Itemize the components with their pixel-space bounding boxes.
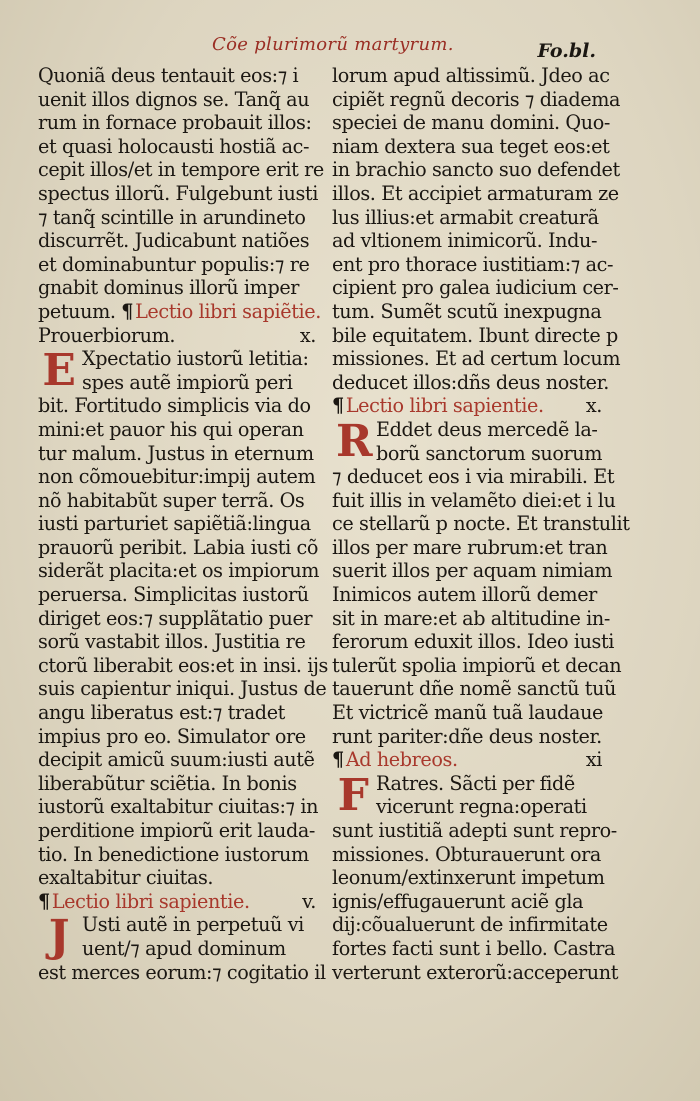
lesson-number: v.	[302, 889, 316, 913]
text-line: uenit illos dignos se. Tanq̃ au	[38, 87, 310, 111]
text-line: spectus illorũ. Fulgebunt iusti	[38, 181, 318, 205]
text-line: ent pro thorace iustitiam:⁊ ac-	[332, 252, 614, 276]
text-line: nõ habitabũt super terrã. Os	[38, 488, 305, 512]
left-text-block-c	[38, 394, 328, 913]
text-line: uent/⁊ apud dominum	[82, 936, 286, 960]
right-lesson-1	[332, 418, 602, 465]
text-line: illos per mare rubrum:et tran	[332, 535, 608, 559]
drop-cap-initial: J	[48, 913, 70, 961]
text-line: leonum/extinxerunt impetum	[332, 866, 605, 890]
text-line: borũ sanctorum suorum	[376, 441, 602, 465]
text-line: rum in fornace probauit illos:	[38, 111, 312, 135]
text-line: est merces eorum:⁊ cogitatio il	[38, 960, 326, 984]
right-lesson-2	[332, 772, 602, 819]
right-text-block-a	[332, 64, 621, 418]
left-column	[38, 64, 328, 984]
text-line: bile equitatem. Ibunt directe p	[332, 323, 618, 347]
text-line: in brachio sancto suo defendet	[332, 158, 620, 182]
text-line: Xpectatio iustorũ letitia:	[82, 347, 309, 371]
text-line: verterunt exterorũ:acceperunt	[332, 960, 619, 984]
text-line: vicerunt regna:operati	[376, 795, 587, 819]
pilcrow-icon: ¶	[332, 394, 344, 418]
text-line: ferorum eduxit illos. Ideo iusti	[332, 630, 615, 654]
text-line: missiones. Obturauerunt ora	[332, 842, 601, 866]
text-line: cipiẽt regnũ decoris ⁊ diadema	[332, 87, 621, 111]
text-line: decipit amicũ suum:iusti autẽ	[38, 748, 315, 772]
text-line: mini:et pauor his qui operan	[38, 417, 304, 441]
text-line: impius pro eo. Simulator ore	[38, 724, 306, 748]
text-line: missiones. Et ad certum locum	[332, 347, 621, 371]
text-line: niam dextera sua teget eos:et	[332, 134, 610, 158]
text-line: Usti autẽ in perpetuũ vi	[82, 913, 304, 937]
text-line: non cõmouebitur:impij autem	[38, 465, 316, 489]
drop-cap-initial: R	[336, 417, 373, 466]
text-line: dij:cõualuerunt de infirmitate	[332, 913, 608, 937]
left-lesson-2	[38, 913, 316, 960]
text-line: speciei de manu domini. Quo-	[332, 111, 610, 135]
text-line: sunt iustitiã adepti sunt repro-	[332, 819, 617, 842]
right-text-block-e	[332, 819, 619, 984]
text-line: angu liberatus est:⁊ tradet	[38, 701, 285, 725]
text-line: discurrẽt. Judicabunt natiões	[38, 229, 310, 253]
text-line: tulerũt spolia impiorũ et decan	[332, 653, 622, 677]
text-line: tum. Sumẽt scutũ inexpugna	[332, 299, 602, 323]
text-line: iusti parturiet sapiẽtiã:lingua	[38, 512, 311, 536]
rubric-line	[332, 748, 602, 772]
text-line: suis capientur iniqui. Justus de	[38, 677, 327, 701]
text-line: siderãt placita:et os impiorum	[38, 559, 320, 583]
text-line: perditione impiorũ erit lauda-	[38, 819, 315, 842]
lesson-label	[38, 324, 316, 348]
text-line: Quoniã deus tentauit eos:⁊ i	[38, 64, 299, 87]
text-line: tio. In benedictione iustorum	[38, 842, 309, 866]
rubric-heading: Ad hebreos.	[345, 748, 458, 772]
rubric-heading: Lectio libri sapiẽtie.	[135, 299, 321, 323]
text-line: tur malum. Justus in eternum	[38, 441, 314, 465]
drop-cap-initial: E	[42, 347, 76, 395]
text-fragment: petuum.	[38, 299, 116, 323]
text-line: cepit illos/et in tempore erit re	[38, 158, 324, 182]
text-line: fortes facti sunt i bello. Castra	[332, 936, 616, 960]
text-line: Inimicos autem illorũ demer	[332, 583, 597, 607]
right-text-block-c	[332, 465, 630, 772]
lesson-number: xi	[585, 748, 602, 772]
text-line: prauorũ peribit. Labia iusti cõ	[38, 535, 319, 559]
text-line: deducet illos:dñs deus noster.	[332, 370, 609, 394]
rubric-line	[38, 890, 316, 914]
text-line: lorum apud altissimũ. Jdeo ac	[332, 64, 610, 87]
text-line: liberabũtur sciẽtia. In bonis	[38, 771, 297, 795]
lesson-number: x.	[585, 394, 602, 418]
text-line: Et victricẽ manũ tuã laudaue	[332, 701, 603, 725]
text-line: et dominabuntur populis:⁊ re	[38, 252, 310, 276]
text-line: lus illius:et armabit creaturã	[332, 205, 599, 229]
rubric-line	[332, 394, 602, 418]
left-text-block-a	[38, 64, 324, 347]
pilcrow-icon: ¶	[121, 299, 134, 323]
right-column	[332, 64, 630, 984]
text-line: diriget eos:⁊ supplãtatio puer	[38, 606, 313, 630]
text-line-with-rubric	[38, 299, 321, 324]
text-line: runt pariter:dñe deus noster.	[332, 724, 602, 748]
text-line: ignis/effugauerunt aciẽ gla	[332, 889, 584, 913]
text-line: iustorũ exaltabitur ciuitas:⁊ in	[38, 795, 319, 819]
drop-cap-initial: F	[337, 771, 369, 819]
text-line: ad vltionem inimicorũ. Indu-	[332, 229, 598, 253]
text-line: illos. Et accipiet armaturam ze	[332, 181, 619, 205]
text-line: ⁊ deducet eos i via mirabili. Et	[332, 465, 615, 489]
text-line: ⁊ tanq̃ scintille in arundineto	[38, 205, 306, 229]
text-line: cipient pro galea iudicium cer-	[332, 276, 619, 300]
text-line: tauerunt dñe nomẽ sanctũ tuũ	[332, 677, 616, 701]
text-line: Ratres. Sãcti per fidẽ	[376, 771, 575, 795]
pilcrow-icon: ¶	[332, 748, 344, 772]
text-line: et quasi holocausti hostiã ac-	[38, 134, 310, 158]
text-line: ctorũ liberabit eos:et in insi. ijs	[38, 653, 328, 677]
text-line: bit. Fortitudo simplicis via do	[38, 394, 311, 418]
text-line: exaltabitur ciuitas.	[38, 866, 214, 890]
text-line: suerit illos per aquam nimiam	[332, 559, 613, 583]
running-head: Cõe plurimorũ martyrum.	[212, 34, 454, 55]
pilcrow-icon: ¶	[38, 889, 50, 913]
rubric-heading: Lectio libri sapientie.	[51, 889, 250, 913]
text-line: spes autẽ impiorũ peri	[82, 370, 293, 394]
left-lesson-1	[38, 347, 316, 394]
text-line: ce stellarũ p nocte. Et transtulit	[332, 512, 630, 536]
text-line: Eddet deus mercedẽ la-	[376, 417, 598, 441]
lesson-number: x.	[299, 323, 316, 347]
text-line: gnabit dominus illorũ imper	[38, 276, 300, 300]
lesson-source: Prouerbiorum.	[38, 323, 176, 347]
folio-number: Fo.bl.	[537, 40, 596, 62]
text-line: fuit illis in velamẽto diei:et i lu	[332, 488, 616, 512]
rubric-heading: Lectio libri sapientie.	[345, 394, 544, 418]
text-line: sit in mare:et ab altitudine in-	[332, 606, 610, 630]
text-line: peruersa. Simplicitas iustorũ	[38, 583, 309, 607]
text-line: sorũ vastabit illos. Justitia re	[38, 630, 306, 654]
